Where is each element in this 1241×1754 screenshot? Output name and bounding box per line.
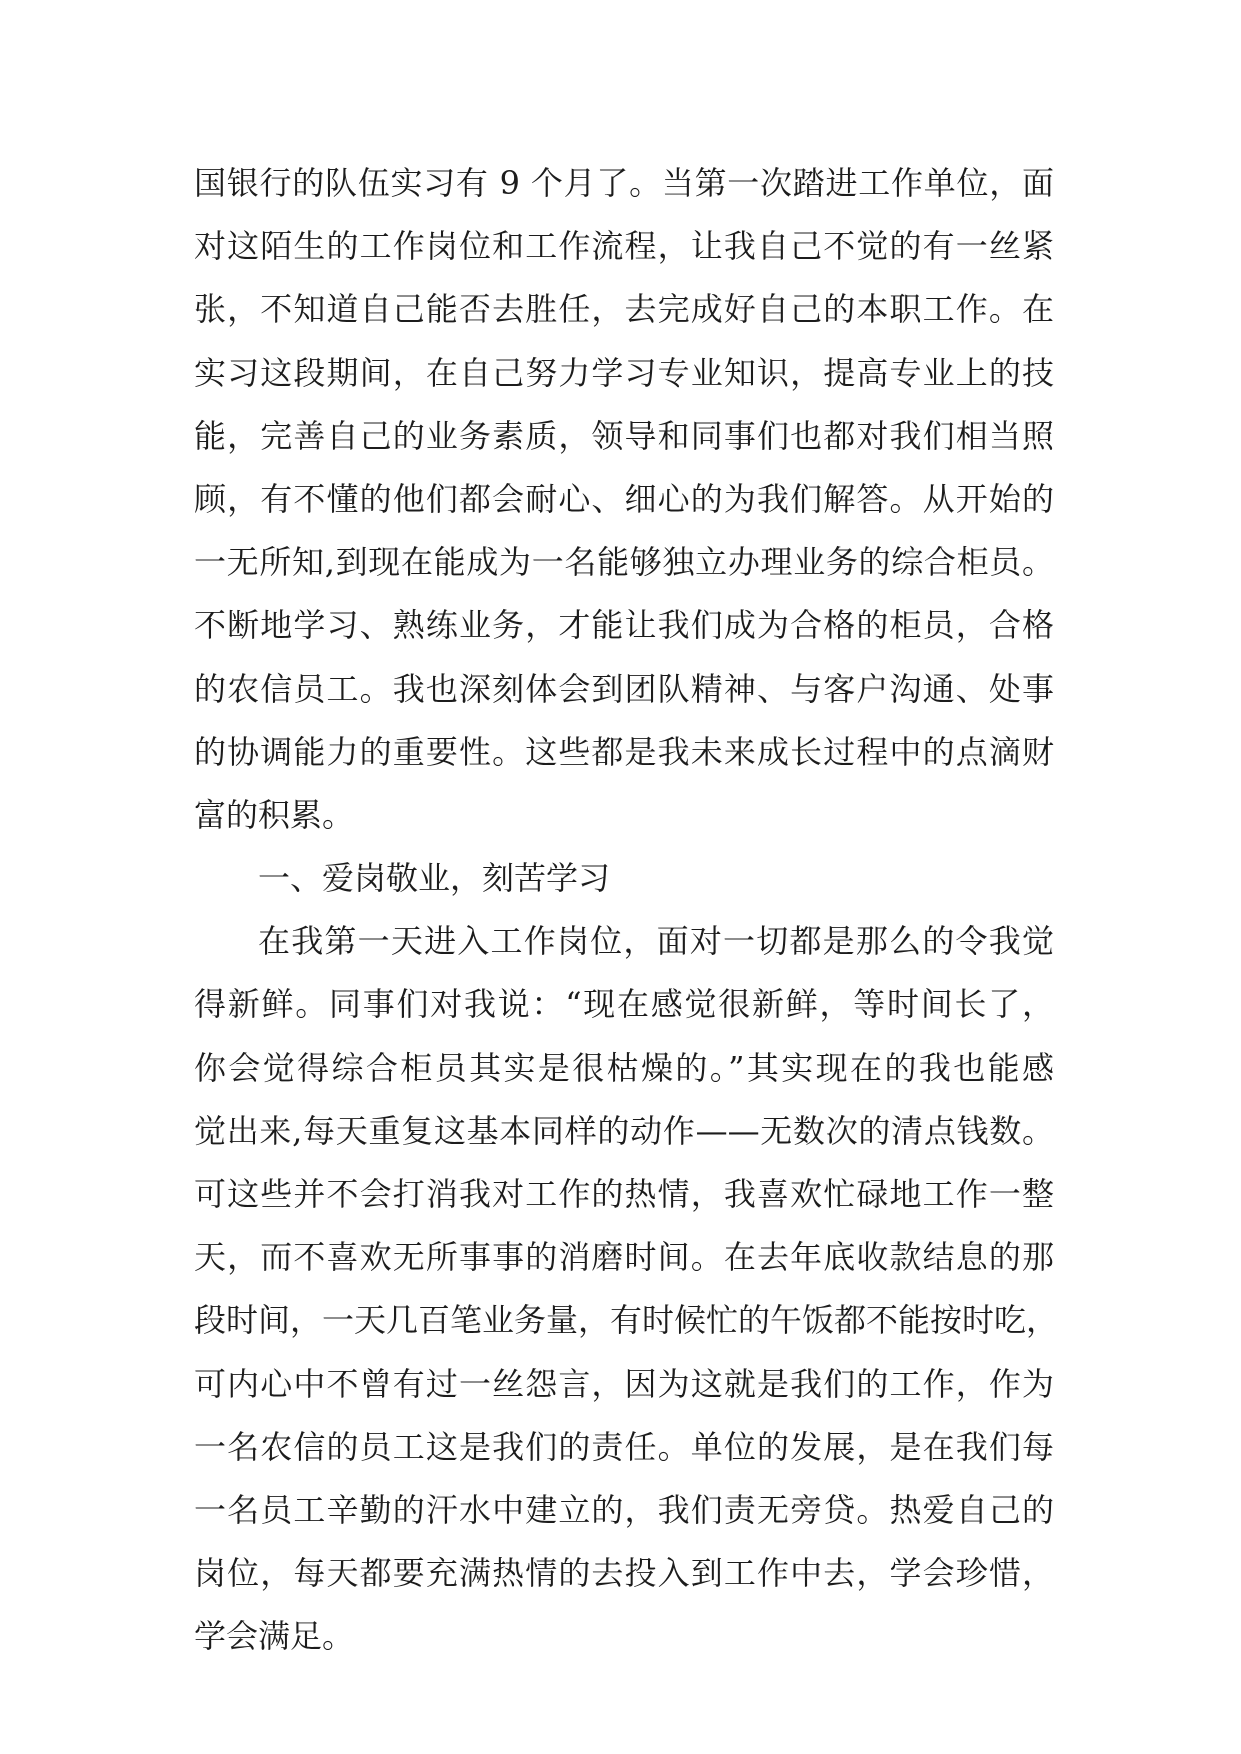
text-line: 能，完善自己的业务素质，领导和同事们也都对我们相当照 — [194, 416, 1054, 455]
text-line: 段时间，一天几百笔业务量，有时候忙的午饭都不能按时吃， — [194, 1301, 1059, 1340]
body-text — [194, 152, 1059, 1669]
text-line: 顾，有不懂的他们都会耐心、细心的为我们解答。从开始的 — [194, 479, 1054, 518]
text-line: 在我第一天进入工作岗位，面对一切都是那么的令我觉 — [258, 922, 1054, 961]
text-line: 的农信员工。我也深刻体会到团队精神、与客户沟通、处事 — [194, 669, 1054, 708]
text-line: 不断地学习、熟练业务，才能让我们成为合格的柜员，合格 — [194, 606, 1054, 645]
text-line: 觉出来,每天重复这基本同样的动作——无数次的清点钱数。 — [194, 1111, 1054, 1150]
text-line: 可内心中不曾有过一丝怨言，因为这就是我们的工作，作为 — [194, 1364, 1054, 1403]
text-line: 一名农信的员工这是我们的责任。单位的发展，是在我们每 — [194, 1427, 1054, 1466]
text-line: 得新鲜。同事们对我说：“现在感觉很新鲜，等时间长了， — [194, 985, 1054, 1024]
text-line: 一无所知,到现在能成为一名能够独立办理业务的综合柜员。 — [194, 543, 1054, 582]
text-line: 富的积累。 — [194, 795, 355, 834]
text-line: 天，而不喜欢无所事事的消磨时间。在去年底收款结息的那 — [194, 1238, 1054, 1277]
text-line: 国银行的队伍实习有 9 个月了。当第一次踏进工作单位，面 — [194, 164, 1054, 202]
text-line: 学会满足。 — [194, 1617, 355, 1656]
text-line: 岗位，每天都要充满热情的去投入到工作中去，学会珍惜， — [194, 1554, 1054, 1593]
text-line: 可这些并不会打消我对工作的热情，我喜欢忙碌地工作一整 — [194, 1175, 1054, 1213]
text-line: 实习这段期间，在自己努力学习专业知识，提高专业上的技 — [194, 353, 1054, 392]
text-line: 的协调能力的重要性。这些都是我未来成长过程中的点滴财 — [194, 732, 1054, 771]
text-line: 你会觉得综合柜员其实是很枯燥的。”其实现在的我也能感 — [194, 1048, 1054, 1087]
section-heading: 一、爱岗敬业，刻苦学习 — [258, 859, 611, 898]
text-line: 对这陌生的工作岗位和工作流程，让我自己不觉的有一丝紧 — [194, 227, 1054, 266]
text-line: 一名员工辛勤的汗水中建立的，我们责无旁贷。热爱自己的 — [194, 1490, 1054, 1529]
text-line: 张，不知道自己能否去胜任，去完成好自己的本职工作。在 — [194, 290, 1054, 329]
